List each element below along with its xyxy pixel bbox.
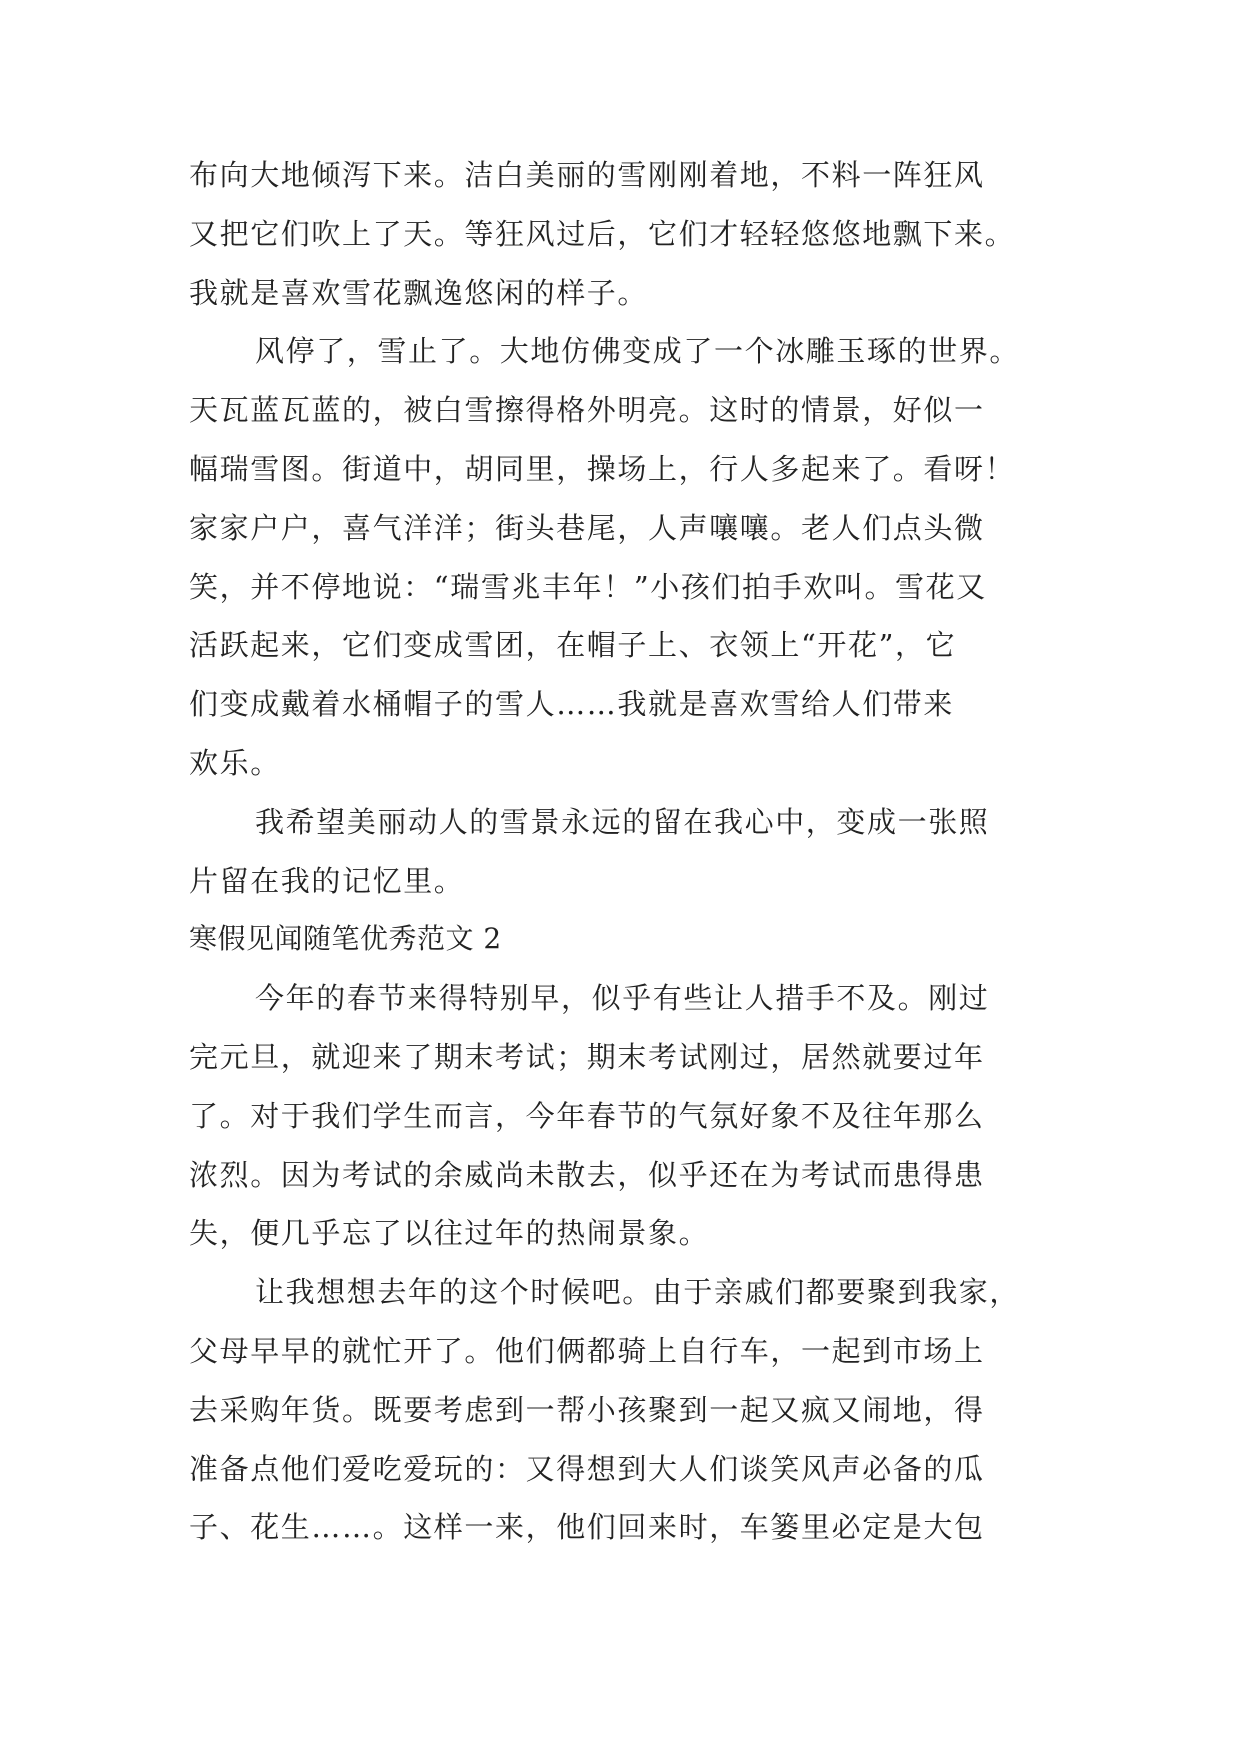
text-line: 准备点他们爱吃爱玩的：又得想到大人们谈笑风声必备的瓜 xyxy=(189,1451,985,1486)
text-line: 笑，并不停地说：“瑞雪兆丰年！”小孩们拍手欢叫。雪花又 xyxy=(189,569,987,604)
paragraph xyxy=(189,969,1051,1263)
text-line: 天瓦蓝瓦蓝的，被白雪擦得格外明亮。这时的情景，好似一 xyxy=(189,393,985,428)
paragraph xyxy=(189,322,1051,792)
text-line: 去采购年货。既要考虑到一帮小孩聚到一起又疯又闹地，得 xyxy=(189,1392,985,1427)
text-line: 父母早早的就忙开了。他们俩都骑上自行车，一起到市场上 xyxy=(189,1333,985,1368)
text-line: 今年的春节来得特别早，似乎有些让人措手不及。刚过 xyxy=(255,981,990,1016)
text-line: 片留在我的记忆里。 xyxy=(189,863,465,898)
paragraph xyxy=(189,1263,1051,1557)
text-line: 欢乐。 xyxy=(189,745,281,780)
text-line: 又把它们吹上了天。等狂风过后，它们才轻轻悠悠地飘下来。 xyxy=(189,216,1016,251)
text-line: 风停了，雪止了。大地仿佛变成了一个冰雕玉琢的世界。 xyxy=(255,334,1021,369)
section-heading: 寒假见闻随笔优秀范文 2 xyxy=(189,922,502,956)
text-line: 我希望美丽动人的雪景永远的留在我心中，变成一张照 xyxy=(255,804,990,839)
text-line: 子、花生……。这样一来，他们回来时，车篓里必定是大包 xyxy=(189,1510,985,1545)
text-line: 浓烈。因为考试的余威尚未散去，似乎还在为考试而患得患 xyxy=(189,1157,985,1192)
text-line: 失，便几乎忘了以往过年的热闹景象。 xyxy=(189,1216,710,1251)
text-line: 布向大地倾泻下来。洁白美丽的雪刚刚着地，不料一阵狂风 xyxy=(189,158,985,192)
paragraph xyxy=(189,146,1051,322)
text-line: 活跃起来，它们变成雪团，在帽子上、衣领上“开花”，它 xyxy=(189,628,957,663)
text-line: 了。对于我们学生而言，今年春节的气氛好象不及往年那么 xyxy=(189,1098,985,1133)
text-line: 我就是喜欢雪花飘逸悠闲的样子。 xyxy=(189,275,649,310)
text-line: 让我想想去年的这个时候吧。由于亲戚们都要聚到我家， xyxy=(255,1275,1021,1310)
text-line: 幅瑞雪图。街道中，胡同里，操场上，行人多起来了。看呀！ xyxy=(189,451,1016,486)
document-page xyxy=(189,146,1051,1557)
text-line: 家家户户，喜气洋洋；街头巷尾，人声嚷嚷。老人们点头微 xyxy=(189,510,985,545)
text-line: 完元旦，就迎来了期末考试；期末考试刚过，居然就要过年 xyxy=(189,1039,985,1074)
text-line: 们变成戴着水桶帽子的雪人……我就是喜欢雪给人们带来 xyxy=(189,687,955,722)
paragraph xyxy=(189,793,1051,911)
